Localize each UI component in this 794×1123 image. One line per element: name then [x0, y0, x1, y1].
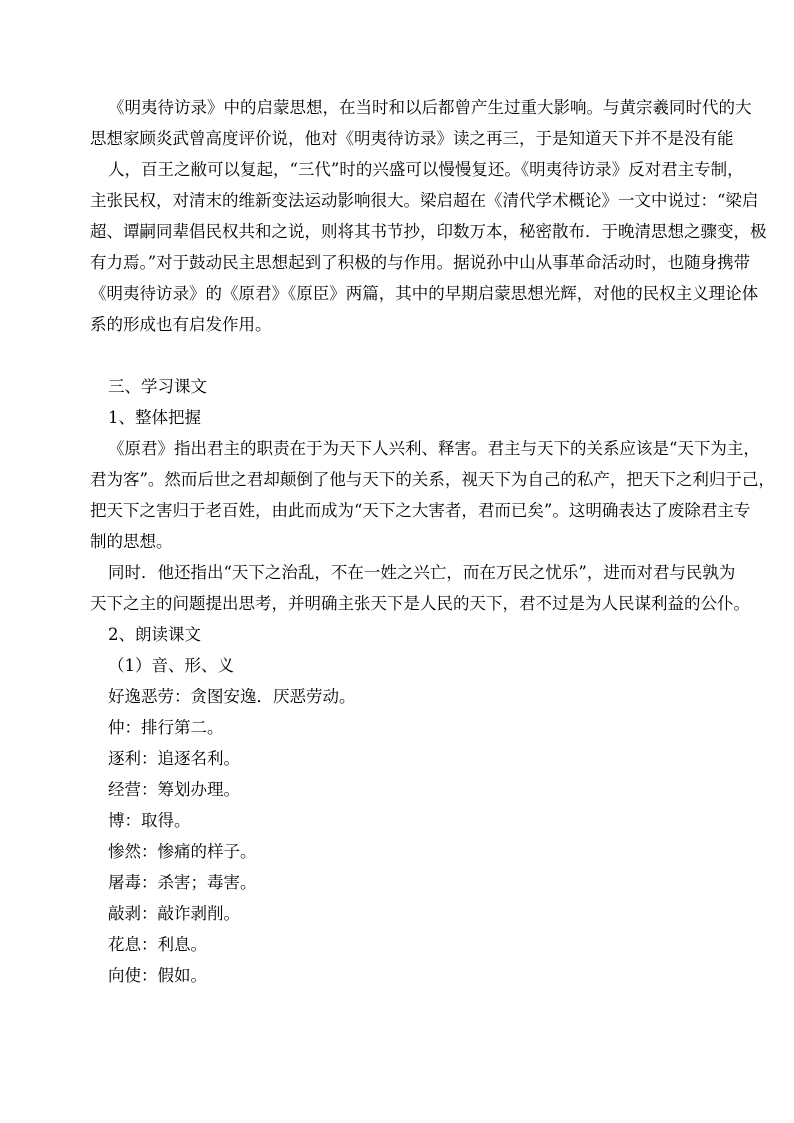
vocab-item: 仲：排行第二。: [108, 718, 224, 737]
vocab-item: 逐利：追逐名利。: [108, 749, 240, 768]
text-line: 《明夷待访录》的《原君》《原臣》两篇，其中的早期启蒙思想光辉，对他的民权主义理论体: [90, 284, 759, 303]
text-line: 人，百王之敝可以复起，“三代”时的兴盛可以慢慢复还。《明夷待访录》反对君主专制，: [108, 160, 744, 179]
text-line: 《原君》指出君主的职责在于为天下人兴利、释害。君主与天下的关系应该是“天下为主，: [108, 439, 760, 458]
text-line: 《明夷待访录》中的启蒙思想，在当时和以后都曾产生过重大影响。与黄宗羲同时代的大: [108, 98, 752, 117]
vocab-item: 屠毒：杀害；毒害。: [108, 873, 257, 892]
vocab-item: 惨然：惨痛的样子。: [108, 842, 257, 861]
text-line: 超、谭嗣同辈倡民权共和之说，则将其书节抄，印数万本，秘密散布．于晚清思想之骤变，极: [90, 222, 767, 241]
subheading-overall: 1、整体把握: [108, 408, 201, 427]
text-line: 把天下之害归于老百姓，由此而成为“天下之大害者，君而已矣”。这明确表达了废除君主专: [90, 501, 751, 520]
text-line: 有力焉。”对于鼓动民主思想起到了积极的与作用。据说孙中山从事革命活动时，也随身携带: [90, 253, 751, 272]
text-line: 君为客”。然而后世之君却颠倒了他与天下的关系，视天下为自己的私产，把天下之利归于己，: [90, 470, 775, 489]
subheading-reading: 2、朗读课文: [108, 625, 201, 644]
vocab-item: 好逸恶劳：贪图安逸．厌恶劳动。: [108, 687, 356, 706]
vocab-item: 博：取得。: [108, 811, 191, 830]
text-line: 思想家顾炎武曾高度评价说，他对《明夷待访录》读之再三，于是知道天下并不是没有能: [90, 129, 734, 148]
spacer: [90, 340, 710, 371]
document-page: [90, 92, 775, 991]
vocab-item: 经营：筹划办理。: [108, 780, 240, 799]
vocab-list: [90, 681, 710, 991]
section-heading: 三、学习课文: [108, 377, 207, 396]
vocab-item: 花息：利息。: [108, 935, 207, 954]
text-line: 主张民权，对清末的维新变法运动影响很大。梁启超在《清代学术概论》一文中说过：“梁启: [90, 191, 759, 210]
subsubheading-sound-form-meaning: （1）音、形、义: [108, 656, 234, 675]
vocab-item: 敲剥：敲诈剥削。: [108, 904, 240, 923]
paragraph-tongshi: [90, 557, 750, 619]
text-line: 系的形成也有启发作用。: [90, 315, 272, 334]
vocab-item: 向使：假如。: [108, 966, 207, 985]
text-line: 同时．他还指出“天下之治乱，不在一姓之兴亡，而在万民之忧乐”，进而对君与民孰为: [108, 563, 736, 582]
paragraph-intro: [90, 92, 767, 340]
text-line: 天下之主的问题提出思考，并明确主张天下是人民的天下，君不过是为人民谋利益的公仆。: [90, 594, 750, 613]
text-line: 制的思想。: [90, 532, 173, 551]
paragraph-yuanjun: [90, 433, 775, 557]
